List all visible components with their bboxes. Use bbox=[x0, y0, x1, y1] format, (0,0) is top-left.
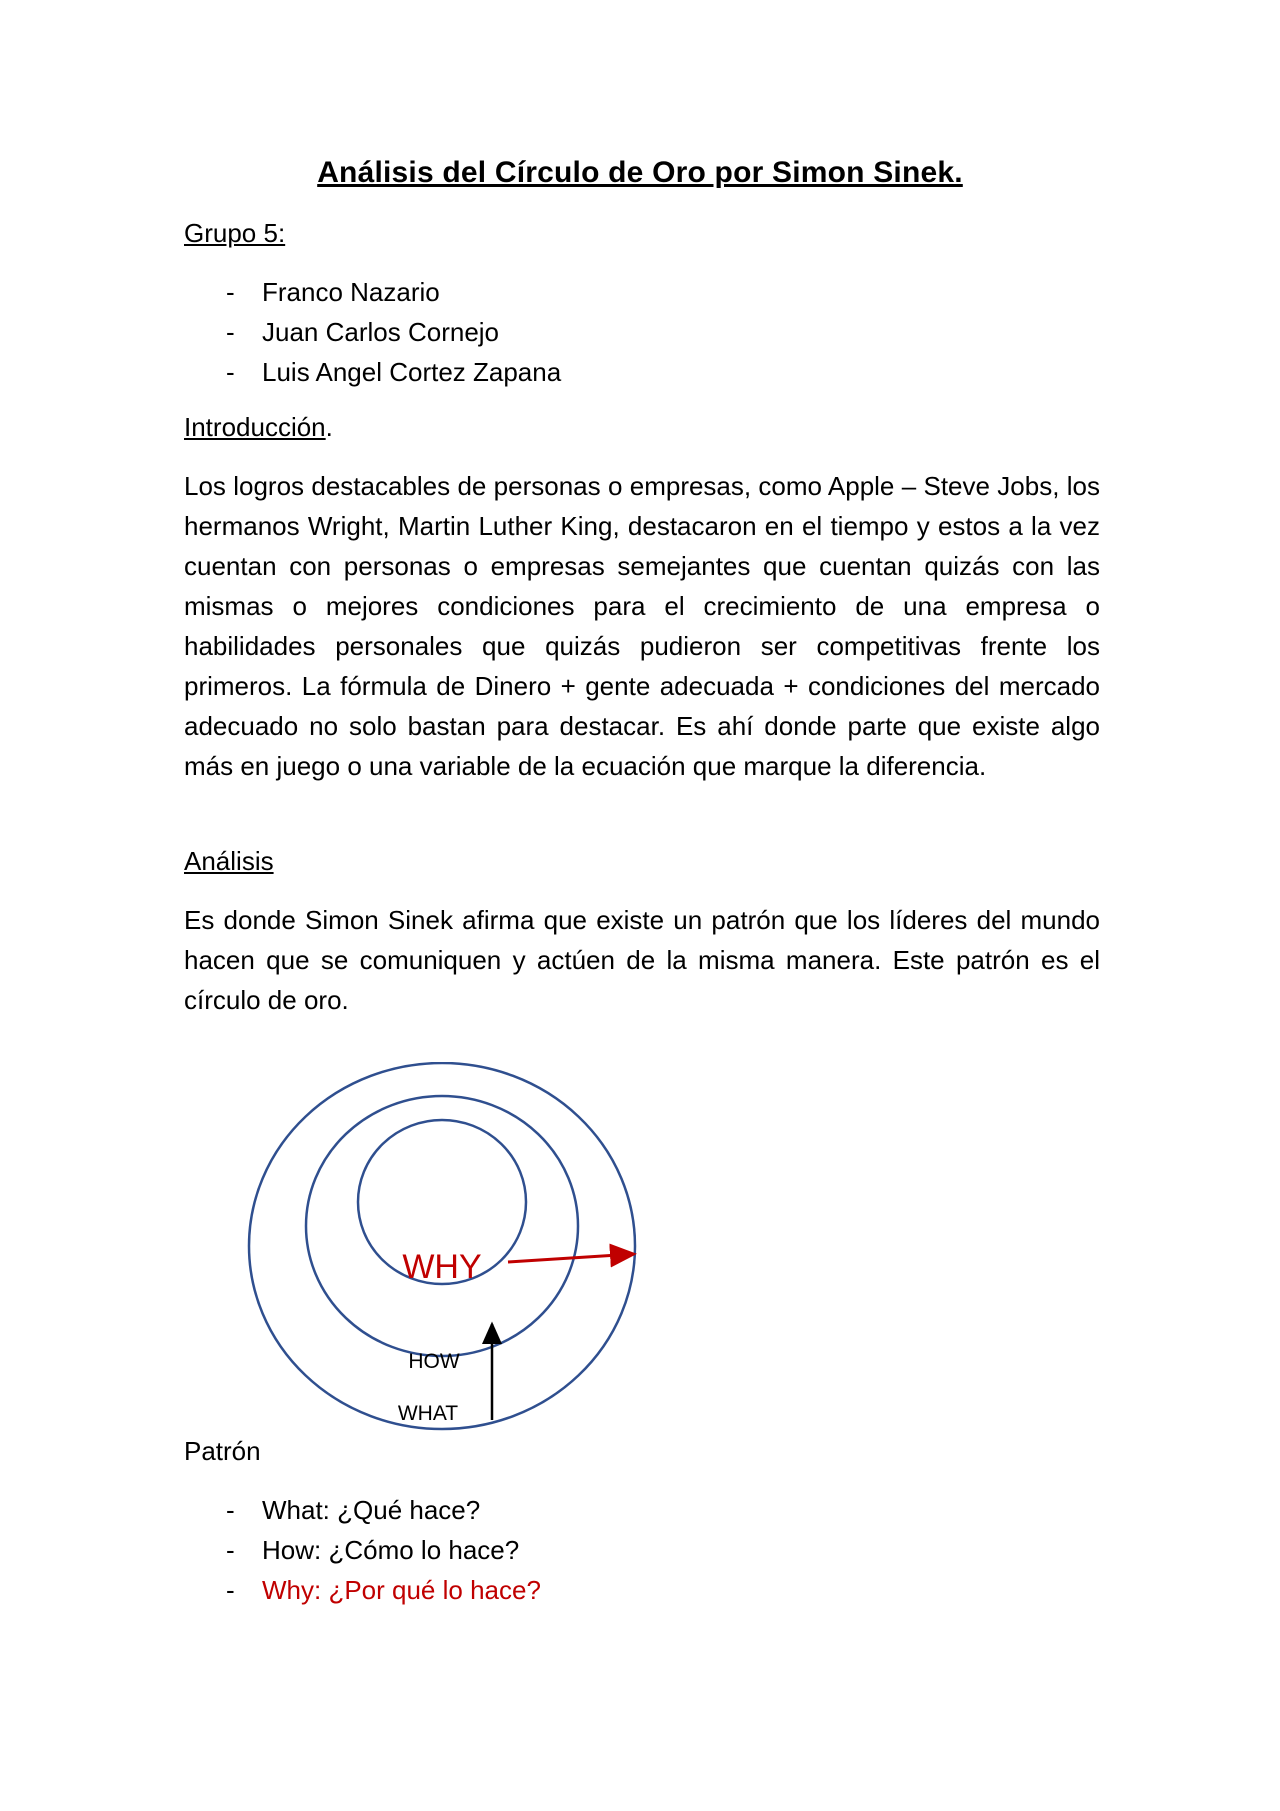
pattern-why: Why: ¿Por qué lo hace? bbox=[262, 1575, 541, 1605]
group-label: Grupo 5: bbox=[184, 218, 286, 248]
list-item bbox=[184, 1570, 541, 1610]
list-dash: - bbox=[226, 357, 235, 387]
pattern-how: How: ¿Cómo lo hace? bbox=[262, 1535, 520, 1565]
member-name: Juan Carlos Cornejo bbox=[262, 317, 500, 347]
intro-heading bbox=[184, 412, 333, 443]
member-name: Luis Angel Cortez Zapana bbox=[262, 357, 562, 387]
list-item bbox=[184, 1530, 541, 1570]
what-label: WHAT bbox=[397, 1402, 459, 1425]
analysis-heading bbox=[184, 846, 274, 877]
list-item bbox=[184, 352, 561, 392]
list-dash: - bbox=[226, 277, 235, 307]
list-item bbox=[184, 272, 561, 312]
why-arrow bbox=[508, 1254, 634, 1262]
intro-heading-label: Introducción bbox=[184, 412, 326, 442]
why-label: WHY bbox=[402, 1248, 482, 1286]
analysis-paragraph: Es donde Simon Sinek afirma que existe un patrón que los líderes del mundo hacen que se comuniquen y actúen de la misma manera. Este patrón es el círculo de oro. bbox=[184, 905, 1100, 1015]
member-name: Franco Nazario bbox=[262, 277, 440, 307]
list-dash: - bbox=[226, 1495, 235, 1525]
list-dash: - bbox=[226, 1535, 235, 1565]
intro-paragraph: Los logros destacables de personas o empresas, como Apple – Steve Jobs, los hermanos Wright, Martin Luther King, destacaron en el tiempo y estos a la vez cuentan con personas o empresas semejantes que cuentan quizás con las mismas o mejores condiciones para el crecimiento de una empresa o habilidades personales que quizás pudieron ser competitivas frente los primeros. La fórmula de Dinero + gente adecuada + condiciones del mercado adecuado no solo bastan para destacar. Es ahí donde parte que existe algo más en juego o una variable de la ecuación que marque la diferencia. bbox=[184, 471, 1100, 781]
intro-heading-punct: . bbox=[325, 412, 333, 442]
group-heading bbox=[184, 218, 285, 249]
how-label: HOW bbox=[408, 1350, 460, 1373]
pattern-heading bbox=[184, 1436, 261, 1467]
list-item bbox=[184, 1490, 541, 1530]
analysis-heading-label: Análisis bbox=[184, 846, 274, 876]
list-dash: - bbox=[226, 317, 235, 347]
golden-circle-diagram bbox=[246, 1062, 646, 1452]
pattern-what: What: ¿Qué hace? bbox=[262, 1495, 481, 1525]
how-circle bbox=[306, 1096, 578, 1356]
members-list bbox=[184, 272, 561, 392]
pattern-list bbox=[184, 1490, 541, 1610]
list-item bbox=[184, 312, 561, 352]
pattern-heading-label: Patrón bbox=[184, 1436, 261, 1466]
document-title: Análisis del Círculo de Oro por Simon Sinek. bbox=[317, 156, 963, 189]
list-dash: - bbox=[226, 1575, 235, 1605]
